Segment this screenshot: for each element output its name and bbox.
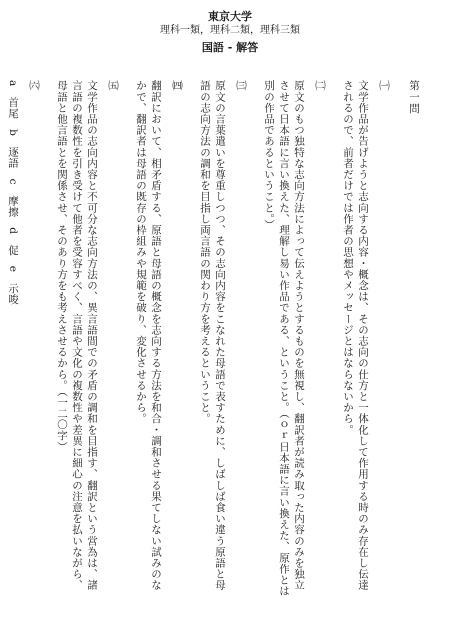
question-4 <box>133 80 183 600</box>
question-number: ㈢ <box>235 80 247 91</box>
question-6 <box>5 80 40 600</box>
kanji-answers <box>5 80 20 600</box>
kanji-answer-b: 逐語 <box>7 146 19 169</box>
faculties-line: 理科一類，理科二類，理科三類 <box>160 25 300 36</box>
question-1 <box>340 80 390 600</box>
question-3 <box>197 80 247 600</box>
kanji-answer-a: 首尾 <box>7 96 19 120</box>
kanji-letter-e: e <box>7 265 19 273</box>
question-number: ㈤ <box>107 80 119 91</box>
answer-text: 文学作品の志向内容と不可分な志向方法の、異言語間での矛盾の調和を目指す、翻訳という営為は、諸言語の複数性を引き受けて他者を受容すべく、言語や文化の複数性や差異に細心の注意を払いながら、母語と他言語とを関係させ、そのあり方をも考えさせるから。（一二〇字） <box>56 80 98 591</box>
kanji-letter-a: a <box>7 80 19 87</box>
kanji-letter-d: d <box>7 227 19 235</box>
question-number: ㈣ <box>171 80 183 91</box>
page-header <box>0 10 460 56</box>
answer-text: 原文のもつ独特な志向方法によって伝えようとするものを無視し、翻訳者が読み取った内容のみを独立させて日本語に言い換えた、理解し易い作品である、ということ。（ｏｒ日本語に言い換えた、原作とは別の作品であるということ。） <box>263 80 305 597</box>
kanji-letter-c: c <box>7 178 19 186</box>
answer-text: 原文の言葉遣いを尊重しつつ、その志向内容をこなれた母語で表すために、しばしば食い違う原語と母語の志向方法の調和を目指し両言語の関わり方を考えるということ。 <box>199 80 226 591</box>
question-2 <box>261 80 326 600</box>
kanji-letter-b: b <box>7 129 19 137</box>
question-number: ㈥ <box>28 80 40 91</box>
question-number: ㈡ <box>314 80 326 91</box>
kanji-answer-c: 摩擦 <box>7 195 19 218</box>
kanji-answer-e: 示唆 <box>7 282 19 305</box>
section-title: 第一問 <box>408 80 420 115</box>
question-5 <box>54 80 119 600</box>
answer-text: 翻訳において、相矛盾する、原語と母語の概念を志向する方法を和合・調和させる果てしない試みのなかで、翻訳者は母語の既存の枠組みや規範を破り、変化させるから。 <box>135 80 162 591</box>
subject-title: 国語 - 解答 <box>201 41 259 54</box>
kanji-answer-d: 促 <box>7 244 19 256</box>
university-name: 東京大学 <box>208 10 252 23</box>
answer-body <box>7 80 420 600</box>
answer-text: 文学作品が告げようと志向する内容・概念は、その志向の仕方と一体化して作用する時のみ存在し伝達されるので、前者だけでは作者の思想やメッセージとはならないから。 <box>342 80 369 591</box>
question-number: ㈠ <box>378 80 390 91</box>
